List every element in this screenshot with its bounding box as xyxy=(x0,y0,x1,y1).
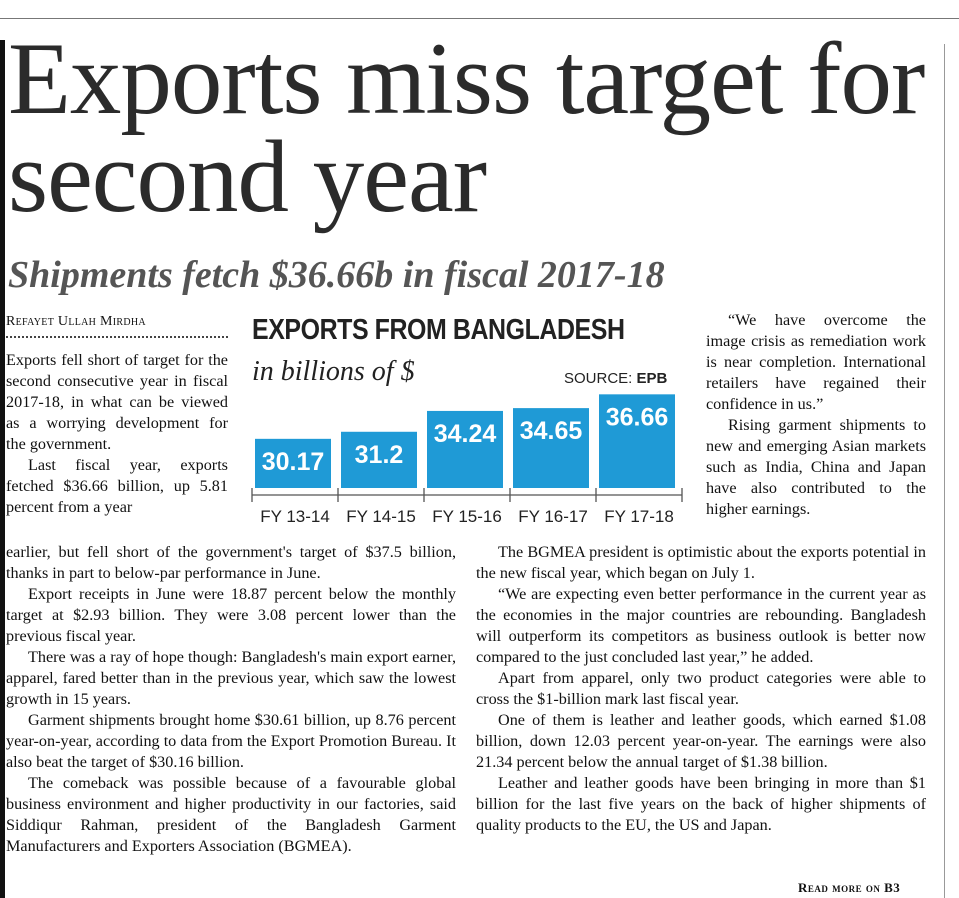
bar-value-label: 34.24 xyxy=(433,419,497,448)
chart-title: EXPORTS FROM BANGLADESH xyxy=(252,314,625,346)
exports-chart xyxy=(244,312,688,534)
paragraph: “We are expecting even better performance in the current year as the economies in the major countries are rebounding. Bangladesh will outperform its competitors as business outlook is better now compared to the just concluded last year,” he added. xyxy=(476,585,926,666)
paragraph: Export receipts in June were 18.87 percent below the monthly target at $2.93 billion. They were 3.08 percent lower than the previous fiscal year. xyxy=(6,585,456,645)
article-column-left xyxy=(6,542,456,857)
category-label: FY 17-18 xyxy=(604,507,674,526)
headline: Exports miss target for second year xyxy=(8,22,925,234)
top-rule xyxy=(0,18,959,19)
bar-value-label: 31.2 xyxy=(354,440,404,469)
category-label: FY 13-14 xyxy=(260,507,330,526)
category-label: FY 15-16 xyxy=(432,507,502,526)
paragraph: Rising garment shipments to new and emerging Asian markets such as India, China and Japan have also contributed to the higher earnings. xyxy=(706,416,926,518)
chart-source-name: EPB xyxy=(636,370,668,387)
article-column-left-top xyxy=(6,350,228,518)
paragraph: Leather and leather goods have been bringing in more than $1 billion for the last five years on the back of higher shipments of quality products to the EU, the US and Japan. xyxy=(476,774,926,834)
paragraph: Apart from apparel, only two product categories were able to cross the $1-billion mark last fiscal year. xyxy=(476,669,926,708)
byline: Refayet Ullah Mirdha xyxy=(6,314,146,329)
chart-plot xyxy=(244,312,688,534)
byline-divider xyxy=(6,336,228,338)
category-label: FY 14-15 xyxy=(346,507,416,526)
paragraph: Exports fell short of target for the second consecutive year in fiscal 2017-18, in what can be viewed as a worrying development for the government. xyxy=(6,351,228,453)
column-rule xyxy=(944,44,945,898)
paragraph: The comeback was possible because of a favourable global business environment and higher productivity in our factories, said Siddiqur Rahman, president of the Bangladesh Garment Manufacturers and Exporters Association (BGMEA). xyxy=(6,774,456,855)
bar-value-label: 34.65 xyxy=(519,417,583,446)
bar-value-label: 36.66 xyxy=(605,403,669,432)
paragraph: “We have overcome the image crisis as remediation work is near completion. International retailers have regained their confidence in us.” xyxy=(706,311,926,413)
article-column-right-top xyxy=(706,310,926,520)
paragraph: One of them is leather and leather goods, which earned $1.08 billion, down 12.03 percent year-on-year. The earnings were also 21.34 percent below the annual target of $1.38 billion. xyxy=(476,711,926,771)
subheadline: Shipments fetch $36.66b in fiscal 2017-18 xyxy=(8,254,665,296)
chart-source-label: SOURCE: xyxy=(564,370,633,387)
paragraph: There was a ray of hope though: Bangladesh's main export earner, apparel, fared better than in the previous year, which saw the lowest growth in 15 years. xyxy=(6,648,456,708)
paragraph: Last fiscal year, exports fetched $36.66 billion, up 5.81 percent from a year xyxy=(6,456,228,516)
paragraph: earlier, but fell short of the government's target of $37.5 billion, thanks in part to below-par performance in June. xyxy=(6,543,456,582)
bar-value-label: 30.17 xyxy=(261,447,325,476)
article-column-right xyxy=(476,542,926,836)
left-border xyxy=(0,40,5,898)
read-more-link[interactable]: Read more on B3 xyxy=(798,880,901,895)
category-label: FY 16-17 xyxy=(518,507,588,526)
chart-subtitle: in billions of $ xyxy=(252,356,415,387)
paragraph: Garment shipments brought home $30.61 billion, up 8.76 percent year-on-year, according to data from the Export Promotion Bureau. It also beat the target of $30.16 billion. xyxy=(6,711,456,771)
paragraph: The BGMEA president is optimistic about the exports potential in the new fiscal year, which began on July 1. xyxy=(476,543,926,582)
